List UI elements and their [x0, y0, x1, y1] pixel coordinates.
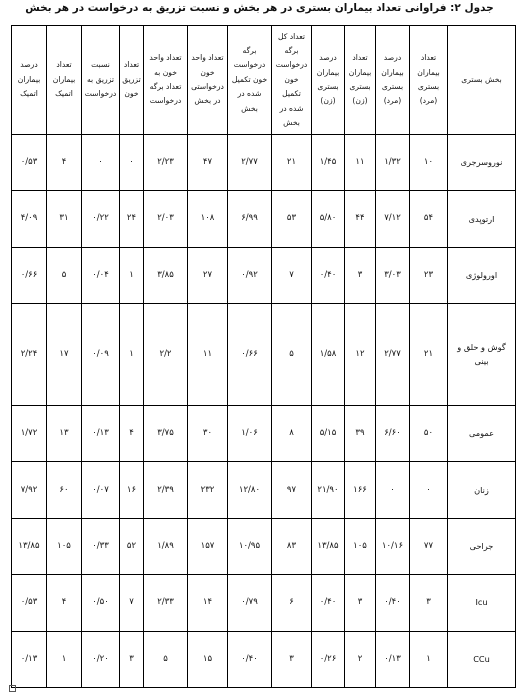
table-cell: ۸۳ [272, 518, 312, 574]
table-cell: ۳ [345, 247, 376, 303]
table-cell: ۰ [376, 462, 410, 518]
header-cell-transfusions: تعداد تزریق خون [120, 26, 144, 135]
table-row [12, 191, 516, 247]
header-cell-atomic-percent: درصد بیماران اتمیک [12, 26, 47, 135]
table-cell: ۶ [272, 575, 312, 631]
table-cell: ۵ [47, 247, 82, 303]
table-row [12, 518, 516, 574]
paragraph-marker [9, 685, 16, 692]
table-cell: ۰/۳۳ [82, 518, 120, 574]
table-cell: ۱/۸۹ [144, 518, 188, 574]
header-cell-ward: بخش بستری [448, 26, 516, 135]
table-cell: ۱۳/۸۵ [12, 518, 47, 574]
header-cell-female-percent: درصد بیماران بستری (زن) [312, 26, 345, 135]
table-cell: ۷/۹۲ [12, 462, 47, 518]
table-cell: ۰/۵۳ [12, 135, 47, 191]
table-cell: ۲/۷۷ [228, 135, 272, 191]
table-cell: ۲ [345, 631, 376, 687]
table-cell: ۰/۲۲ [82, 191, 120, 247]
table-cell: ۷ [272, 247, 312, 303]
table-cell: ۲/۰۳ [144, 191, 188, 247]
ward-name-cell: ارتوپدی [448, 191, 516, 247]
table-cell: ۲۱/۹۰ [312, 462, 345, 518]
table-cell: ۰/۷۹ [228, 575, 272, 631]
table-cell: ۰ [410, 462, 448, 518]
header-cell-male-count: تعداد بیماران بستری (مرد) [410, 26, 448, 135]
table-cell: ۲۳ [410, 247, 448, 303]
table-cell: ۴ [47, 575, 82, 631]
table-cell: ۶/۹۹ [228, 191, 272, 247]
frequency-table [11, 25, 516, 688]
header-cell-transfusion-ratio: نسبت تزریق به درخواست [82, 26, 120, 135]
table-cell: ۱۶ [120, 462, 144, 518]
table-cell: ۲/۳۹ [144, 462, 188, 518]
table-cell: ۲/۷۷ [376, 304, 410, 406]
table-cell: ۹۷ [272, 462, 312, 518]
table-cell: ۰/۲۰ [82, 631, 120, 687]
table-cell: ۰/۰۹ [82, 304, 120, 406]
table-cell: ۱/۵۸ [312, 304, 345, 406]
table-cell: ۰/۱۳ [376, 631, 410, 687]
header-cell-female-count: تعداد بیماران بستری (زن) [345, 26, 376, 135]
table-cell: ۳/۰۳ [376, 247, 410, 303]
header-cell-request-forms-total: تعداد کل برگه درخواست خون تکمیل شده در بخش [272, 26, 312, 135]
table-cell: ۱۲ [345, 304, 376, 406]
table-cell: ۴۷ [188, 135, 228, 191]
table-cell: ۰ [82, 135, 120, 191]
table-cell: ۰/۵۳ [12, 575, 47, 631]
table-cell: ۲/۲۴ [12, 304, 47, 406]
ward-name-cell: اورولوژی [448, 247, 516, 303]
table-cell: ۵/۸۰ [312, 191, 345, 247]
table-cell: ۰/۴۰ [312, 247, 345, 303]
ward-name-cell: عمومی [448, 406, 516, 462]
table-cell: ۴ [120, 406, 144, 462]
table-cell: ۱۰ [410, 135, 448, 191]
table-cell: ۸ [272, 406, 312, 462]
table-cell: ۱۰۵ [47, 518, 82, 574]
table-cell: ۶۰ [47, 462, 82, 518]
header-row [12, 26, 516, 135]
table-cell: ۱۵۷ [188, 518, 228, 574]
table-cell: ۲۱ [272, 135, 312, 191]
table-cell: ۰ [120, 135, 144, 191]
table-cell: ۱ [120, 304, 144, 406]
table-cell: ۴/۰۹ [12, 191, 47, 247]
header-cell-request-forms-percent: برگه درخواست خون تکمیل شده در بخش [228, 26, 272, 135]
table-cell: ۰/۲۶ [312, 631, 345, 687]
table-cell: ۱/۷۲ [12, 406, 47, 462]
table-cell: ۱ [47, 631, 82, 687]
table-cell: ۰/۴۰ [228, 631, 272, 687]
table-cell: ۴۴ [345, 191, 376, 247]
table-cell: ۱ [120, 247, 144, 303]
table-cell: ۰/۶۶ [12, 247, 47, 303]
table-cell: ۳/۷۵ [144, 406, 188, 462]
table-cell: ۵ [144, 631, 188, 687]
table-cell: ۱۰/۹۵ [228, 518, 272, 574]
table-cell: ۱۳/۸۵ [312, 518, 345, 574]
table-cell: ۱۶۶ [345, 462, 376, 518]
table-cell: ۱۲/۸۰ [228, 462, 272, 518]
table-cell: ۱۱ [188, 304, 228, 406]
table-cell: ۵۳ [272, 191, 312, 247]
table-cell: ۱۵ [188, 631, 228, 687]
ward-name-cell: گوش و حلق و بینی [448, 304, 516, 406]
table-caption: جدول ۲: فراوانی تعداد بیماران بستری در هر بخش و نسبت تزریق به درخواست در هر بخش [25, 2, 494, 14]
table-cell: ۰/۵۰ [82, 575, 120, 631]
table-cell: ۵۰ [410, 406, 448, 462]
table-cell: ۲/۲ [144, 304, 188, 406]
table-cell: ۷ [120, 575, 144, 631]
table-cell: ۱۳ [47, 406, 82, 462]
table-cell: ۰/۹۲ [228, 247, 272, 303]
table-cell: ۱ [410, 631, 448, 687]
table-cell: ۳ [345, 575, 376, 631]
table-row [12, 631, 516, 687]
table-cell: ۵۲ [120, 518, 144, 574]
table-cell: ۰/۰۴ [82, 247, 120, 303]
table-cell: ۲۱ [410, 304, 448, 406]
table-cell: ۰/۴۰ [312, 575, 345, 631]
table-cell: ۰/۴۰ [376, 575, 410, 631]
table-cell: ۱/۴۵ [312, 135, 345, 191]
table-cell: ۳۹ [345, 406, 376, 462]
ward-name-cell: Icu [448, 575, 516, 631]
table-cell: ۳/۸۵ [144, 247, 188, 303]
table-row [12, 462, 516, 518]
table-cell: ۰/۱۳ [12, 631, 47, 687]
table-cell: ۱۰۵ [345, 518, 376, 574]
table-cell: ۵۴ [410, 191, 448, 247]
table-cell: ۳ [272, 631, 312, 687]
table-cell: ۵/۱۵ [312, 406, 345, 462]
header-cell-units-requested: تعداد واحد خون درخواستی در بخش [188, 26, 228, 135]
table-cell: ۱۰/۱۶ [376, 518, 410, 574]
table-cell: ۵ [272, 304, 312, 406]
table-cell: ۳ [410, 575, 448, 631]
header-cell-units-per-form: تعداد واحد خون به تعداد برگه درخواست [144, 26, 188, 135]
table-row [12, 575, 516, 631]
table-cell: ۳ [120, 631, 144, 687]
table-cell: ۳۱ [47, 191, 82, 247]
table-cell: ۲۳۲ [188, 462, 228, 518]
table-cell: ۱۷ [47, 304, 82, 406]
table-row [12, 247, 516, 303]
ward-name-cell: CCu [448, 631, 516, 687]
header-cell-male-percent: درصد بیماران بستری (مرد) [376, 26, 410, 135]
table-cell: ۲۷ [188, 247, 228, 303]
table-cell: ۷۷ [410, 518, 448, 574]
table-cell: ۰/۶۶ [228, 304, 272, 406]
header-cell-atomic-count: تعداد بیماران اتمیک [47, 26, 82, 135]
table-cell: ۱۱ [345, 135, 376, 191]
table-cell: ۱/۰۶ [228, 406, 272, 462]
table-cell: ۱/۳۲ [376, 135, 410, 191]
table-row [12, 406, 516, 462]
table-cell: ۷/۱۲ [376, 191, 410, 247]
ward-name-cell: نوروسرجری [448, 135, 516, 191]
table-cell: ۰/۰۷ [82, 462, 120, 518]
table-cell: ۳۰ [188, 406, 228, 462]
ward-name-cell: جراحی [448, 518, 516, 574]
table-cell: ۴ [47, 135, 82, 191]
table-cell: ۲/۲۳ [144, 135, 188, 191]
table-cell: ۲/۳۳ [144, 575, 188, 631]
table-cell: ۶/۶۰ [376, 406, 410, 462]
table-cell: ۲۴ [120, 191, 144, 247]
table-cell: ۱۰۸ [188, 191, 228, 247]
table-cell: ۰/۱۳ [82, 406, 120, 462]
table-cell: ۱۴ [188, 575, 228, 631]
table-row [12, 304, 516, 406]
table-row [12, 135, 516, 191]
ward-name-cell: زنان [448, 462, 516, 518]
